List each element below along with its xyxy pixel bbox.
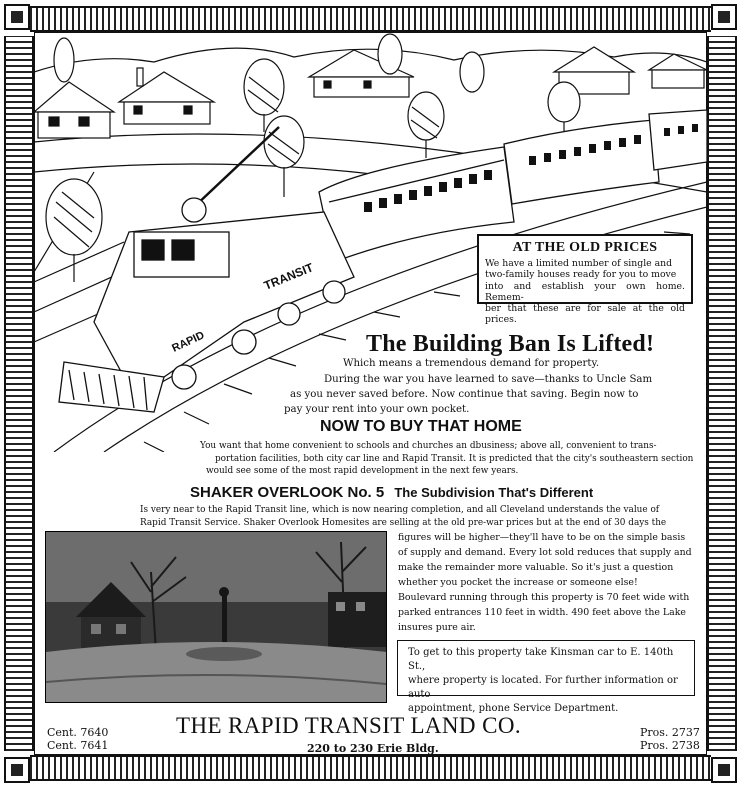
buy-home-line: portation facilities, both city car line and Rapid Transit. It is predicted that the city's southeastern section xyxy=(215,454,694,464)
old-prices-text xyxy=(485,258,685,326)
overlook-right-line: whether you pocket the increase or someone else! xyxy=(398,577,638,588)
overlook-right-line: make the remainder more valuable. So it's just a question xyxy=(398,562,674,573)
company-address: 220 to 230 Erie Bldg. xyxy=(307,742,439,755)
intro-line: as you never saved before. Now continue that saving. Begin now to xyxy=(290,389,639,400)
tree xyxy=(548,82,580,136)
passenger-car xyxy=(504,120,659,204)
buy-home-line: You want that home convenient to schools and churches an dbusiness; above all, convenient to trans- xyxy=(200,441,657,451)
phone-numbers-right xyxy=(640,726,700,752)
headline: The Building Ban Is Lifted! xyxy=(366,331,655,357)
intro-line: Which means a tremendous demand for property. xyxy=(343,358,600,369)
intro-line: pay your rent into your own pocket. xyxy=(284,404,470,415)
old-prices-line: ber that these are for sale at the old prices. xyxy=(485,303,685,326)
tree xyxy=(408,92,444,158)
phone-number: Cent. 7641 xyxy=(47,739,109,752)
old-prices-title: AT THE OLD PRICES xyxy=(512,240,658,255)
house-left xyxy=(34,82,114,138)
subdivision-tagline: The Subdivision That's Different xyxy=(394,485,594,500)
phone-numbers-left xyxy=(47,726,108,752)
border-right xyxy=(707,36,737,751)
overlook-line: Is very near to the Rapid Transit line, which is now nearing completion, and all Cleveland understands the value of xyxy=(140,505,660,515)
border-top xyxy=(30,6,711,32)
subdivision-name: SHAKER OVERLOOK No. 5 xyxy=(190,484,385,501)
old-prices-line: We have a limited number of single and xyxy=(485,258,673,269)
corner-ornament xyxy=(711,757,737,783)
company-name: THE RAPID TRANSIT LAND CO. xyxy=(176,713,521,738)
car-lettering-rapid: RAPID xyxy=(170,329,207,355)
subhead-shaker-overlook xyxy=(190,484,593,501)
phone-number: Pros. 2738 xyxy=(640,739,700,752)
directions-line: To get to this property take Kinsman car to E. 140th St., xyxy=(408,647,674,672)
phone-number: Pros. 2737 xyxy=(640,726,700,739)
passenger-car xyxy=(649,110,707,170)
overlook-right-line: parked entrances 110 feet in width. 490 feet above the Lake xyxy=(398,607,686,618)
phone-number: Cent. 7640 xyxy=(47,726,109,739)
subhead-buy-home: NOW TO BUY THAT HOME xyxy=(320,418,522,435)
old-prices-line: into and establish your own home. Remem- xyxy=(485,280,685,303)
old-prices-box xyxy=(477,234,693,326)
electric-locomotive xyxy=(59,127,354,412)
tree xyxy=(46,179,102,282)
corner-ornament xyxy=(4,757,30,783)
overlook-right-line: insures pure air. xyxy=(398,622,476,633)
directions-box xyxy=(397,640,695,714)
intro-line: During the war you have learned to save—thanks to Uncle Sam xyxy=(324,374,653,385)
overlook-line: Rapid Transit Service. Shaker Overlook Homesites are selling at the old pre-war prices but at the end of 30 days the xyxy=(140,518,667,528)
old-prices-line: two-family houses ready for you to move xyxy=(485,269,677,281)
directions-line: appointment, phone Service Department. xyxy=(408,703,619,714)
overlook-right-line: figures will be higher—they'll have to be on the simple basis xyxy=(398,532,686,543)
corner-ornament xyxy=(711,4,737,30)
buy-home-line: would see some of the most rapid development in the next few years. xyxy=(206,466,519,476)
corner-ornament xyxy=(4,4,30,30)
overlook-right-line: Boulevard running through this property is 70 feet wide with xyxy=(398,592,690,603)
directions-line: where property is located. For further information or auto xyxy=(408,675,678,700)
property-photograph xyxy=(45,531,387,703)
border-left xyxy=(4,36,34,751)
border-bottom xyxy=(30,755,711,781)
house-bungalow xyxy=(119,68,214,124)
tree xyxy=(264,116,304,197)
car-lettering-transit: TRANSIT xyxy=(261,260,316,293)
overlook-right-line: of supply and demand. Every lot sold reduces that supply and xyxy=(398,547,692,558)
